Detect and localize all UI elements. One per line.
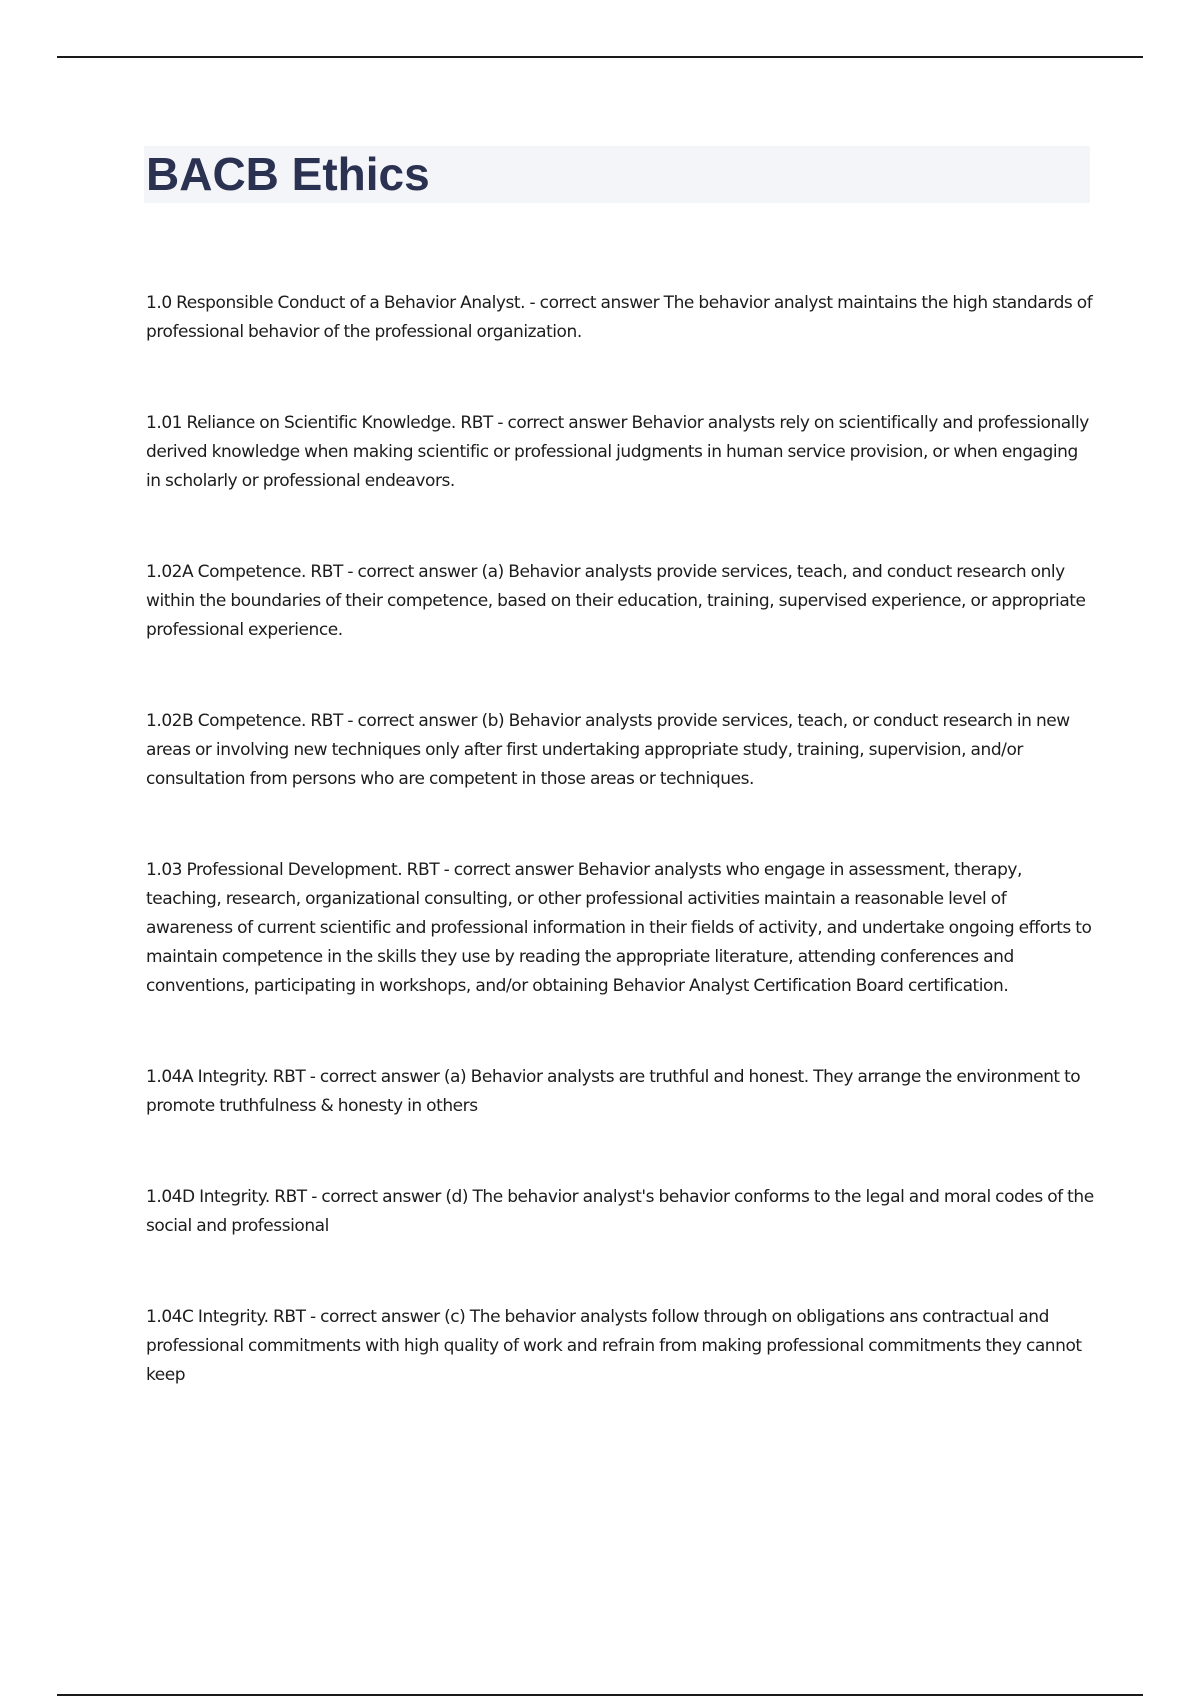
entry-term: 1.04D Integrity. RBT	[146, 1187, 307, 1207]
flashcard-entry	[146, 289, 1096, 347]
entry-answer: (a) Behavior analysts provide services, teach, and conduct research only within the boundaries of their competence, based on their education, training, supervised experience, or appropriate professional experience.	[146, 562, 1086, 640]
entry-answer: Behavior analysts rely on scientifically and professionally derived knowledge when making scientific or professional judgments in human service provision, or when engaging in scholarly or professional endeavors.	[146, 413, 1089, 491]
flashcard-entry	[146, 1063, 1096, 1121]
entry-answer: The behavior analyst maintains the high standards of professional behavior of the professional organization.	[146, 293, 1093, 342]
page-title: BACB Ethics	[146, 148, 430, 200]
flashcard-entry	[146, 856, 1096, 1001]
entry-term: 1.01 Reliance on Scientific Knowledge. RBT	[146, 413, 493, 433]
flashcard-entry	[146, 1183, 1096, 1241]
entry-separator: - correct answer	[525, 293, 664, 313]
entry-term: 1.02B Competence. RBT	[146, 711, 343, 731]
entry-term: 1.03 Professional Development. RBT	[146, 860, 440, 880]
entry-separator: - correct answer	[342, 562, 482, 582]
entry-separator: - correct answer	[439, 860, 578, 880]
flashcard-entry	[146, 409, 1096, 496]
entry-separator: - correct answer	[305, 1067, 444, 1087]
entry-separator: - correct answer	[342, 711, 482, 731]
entry-answer: (a) Behavior analysts are truthful and honest. They arrange the environment to promote truthfulness & honesty in others	[146, 1067, 1081, 1116]
entry-answer: Behavior analysts who engage in assessment, therapy, teaching, research, organizational consulting, or other professional activities maintain a reasonable level of awareness of current scientific and professional information in their fields of activity, and undertake ongoing efforts to maintain competence in the skills they use by reading the appropriate literature, attending conferences and conventions, participating in workshops, and/or obtaining Behavior Analyst Certification Board certification.	[146, 860, 1092, 996]
entry-answer: (c) The behavior analysts follow through on obligations ans contractual and professional commitments with high quality of work and refrain from making professional commitments they cannot keep	[146, 1307, 1082, 1385]
header-rule	[57, 56, 1143, 58]
flashcard-entry	[146, 707, 1096, 794]
entry-answer: (d) The behavior analyst's behavior conforms to the legal and moral codes of the social and professional	[146, 1187, 1094, 1236]
entry-term: 1.04A Integrity. RBT	[146, 1067, 306, 1087]
flashcard-entry	[146, 558, 1096, 645]
entry-separator: - correct answer	[305, 1307, 445, 1327]
flashcard-entry	[146, 1303, 1096, 1390]
footer-rule	[57, 1694, 1143, 1696]
entry-separator: - correct answer	[306, 1187, 446, 1207]
entry-term: 1.04C Integrity. RBT	[146, 1307, 306, 1327]
entry-answer: (b) Behavior analysts provide services, teach, or conduct research in new areas or involving new techniques only after first undertaking appropriate study, training, supervision, and/or consultation from persons who are competent in those areas or techniques.	[146, 711, 1070, 789]
entry-separator: - correct answer	[492, 413, 632, 433]
entry-term: 1.02A Competence. RBT	[146, 562, 343, 582]
entry-term: 1.0 Responsible Conduct of a Behavior Analyst.	[146, 293, 526, 313]
flashcard-list	[146, 289, 1096, 1452]
